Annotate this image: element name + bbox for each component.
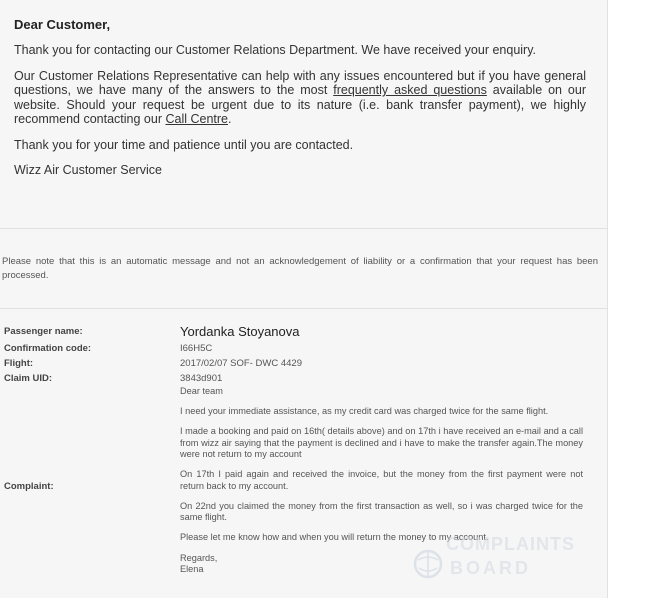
complaint-signature: Elena: [180, 564, 204, 575]
automatic-message-notice: Please note that this is an automatic message and not an acknowledgement of liability or a confirmation that your request has been processed.: [2, 256, 598, 281]
flight-label: Flight:: [4, 358, 34, 369]
faq-link[interactable]: frequently asked questions: [333, 83, 487, 97]
greeting: Dear Customer,: [14, 17, 111, 32]
flight-value: 2017/02/07 SOF- DWC 4429: [180, 358, 302, 369]
claim-uid-value: 3843d901: [180, 373, 223, 384]
complaint-line: I need your immediate assistance, as my credit card was charged twice for the same flight.: [180, 406, 549, 417]
confirmation-code-value: I66H5C: [180, 343, 213, 354]
complaint-line: On 17th I paid again and received the invoice, but the money from the first payment were not return back to my account.: [180, 469, 583, 491]
divider-top: [0, 228, 608, 229]
complaint-line: I made a booking and paid on 16th( details above) and on 17th i have received an e-mail and a call from wizz air saying that the payment is declined and i have to make the transfer again.The money were not return to my account: [180, 426, 583, 460]
claim-uid-label: Claim UID:: [4, 373, 53, 384]
help-text-end: .: [228, 112, 232, 126]
help-text-start: Our Customer Relations Representative can help with any issues encountered but if you have general questions, we have many of the answers to the most: [14, 68, 586, 97]
patience-paragraph: Thank you for your time and patience until you are contacted.: [14, 137, 354, 152]
call-centre-link[interactable]: Call Centre: [165, 112, 228, 126]
complaint-line: Dear team: [180, 386, 223, 396]
thank-you-paragraph: Thank you for contacting our Customer Relations Department. We have received your enquiry.: [14, 43, 537, 57]
auto-reply-letter: [14, 0, 586, 178]
help-paragraph: [14, 69, 586, 127]
passenger-name-value: Yordanka Stoyanova: [180, 324, 300, 339]
divider-bottom: [0, 308, 608, 309]
passenger-name-label: Passenger name:: [4, 326, 83, 337]
complaint-text: [180, 386, 583, 576]
watermark-line2: BOARD: [450, 558, 531, 578]
signoff: Wizz Air Customer Service: [14, 163, 162, 177]
complaint-line: Regards,: [180, 552, 218, 563]
complaint-label: Complaint:: [4, 481, 54, 492]
watermark-line1: COMPLAINTS: [446, 534, 575, 554]
help-text-middle: available on our website. Should your request be urgent due to its nature (i.e. bank transfer payment), we highly recommend contacting our: [14, 83, 586, 126]
complaint-line: On 22nd you claimed the money from the first transaction as well, so i was charged twice for the same flight.: [180, 500, 583, 523]
confirmation-code-label: Confirmation code:: [4, 343, 92, 354]
complaint-line: Please let me know how and when you will return the money to my account.: [180, 532, 489, 543]
